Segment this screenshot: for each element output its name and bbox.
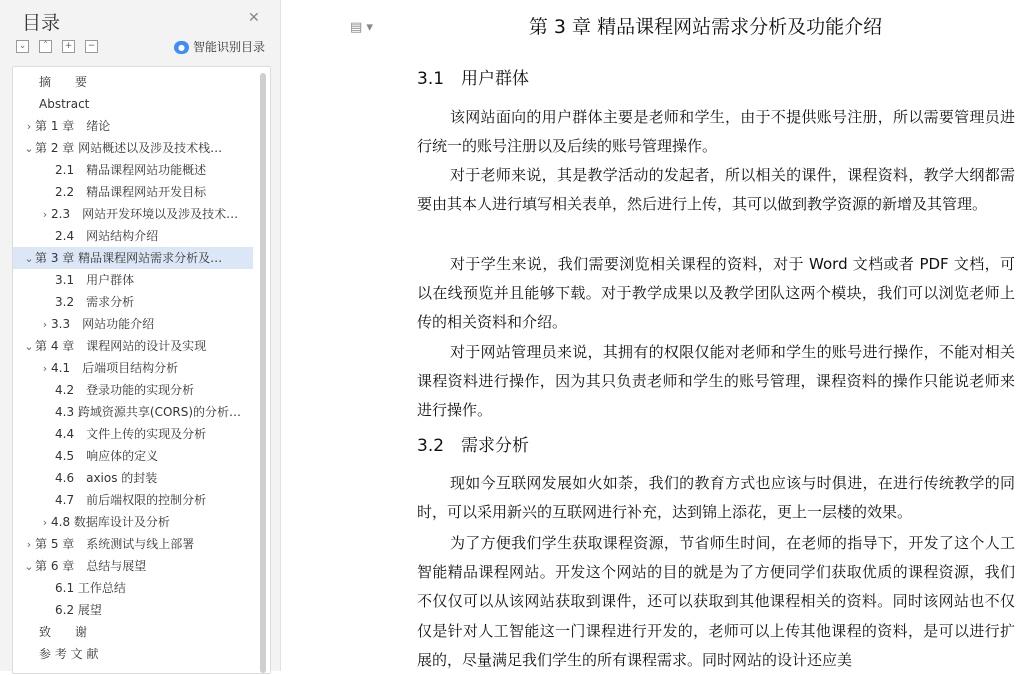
toc-item[interactable] [13,71,257,93]
section-title-3-2: 3.2 需求分析 [417,436,530,456]
toc-item-label: 2.4 网站结构介绍 [55,229,159,243]
toc-item[interactable] [13,269,257,291]
toc-item[interactable] [13,93,257,115]
toc-item[interactable] [13,137,253,159]
toc-item-label: 3.1 用户群体 [55,273,135,287]
toc-item[interactable] [13,467,257,489]
toc-item[interactable] [13,159,257,181]
chevron-right-icon[interactable]: › [42,318,48,331]
expand-all-icon[interactable]: ⌄ [16,40,29,53]
toc-item-label: 第 3 章 精品课程网站需求分析及… [35,251,223,265]
toc-scrollbar[interactable] [260,73,266,673]
toc-item-label: Abstract [39,97,90,111]
toc-item-label: 2.3 网站开发环境以及涉及技术… [51,207,239,221]
toc-item[interactable] [13,291,257,313]
paragraph: 对于学生来说，我们需要浏览相关课程的资料，对于 Word 文档或者 PDF 文档，可以在线预览并且能够下载。对于教学成果以及教学团队这两个模块，我们可以浏览老师上传的相关资料和介绍。 [417,255,1015,332]
toc-toolbar [16,40,108,54]
chevron-down-icon[interactable]: ⌄ [24,560,34,573]
toc-item[interactable] [13,643,257,665]
toc-item[interactable] [13,379,257,401]
toc-item-label: 4.3 跨域资源共享(CORS)的分析… [55,405,242,419]
toc-item-label: 3.3 网站功能介绍 [51,317,155,331]
toc-item[interactable] [13,577,257,599]
toc-item[interactable] [13,247,253,269]
toc-item-label: 第 4 章 课程网站的设计及实现 [35,339,207,353]
toc-item[interactable] [13,511,253,533]
toc-item-label: 第 6 章 总结与展望 [35,559,147,573]
remove-icon[interactable]: − [85,40,98,53]
chevron-right-icon[interactable]: › [42,208,48,221]
toc-item-label: 4.8 数据库设计及分析 [51,515,170,529]
toc-item-label: 4.6 axios 的封装 [55,471,158,485]
chevron-down-icon[interactable]: ⌄ [24,142,34,155]
sidebar-title: 目录 [22,12,61,34]
document-page [300,0,1016,671]
document-icon[interactable]: ▤ ▾ [350,20,373,35]
toc-item[interactable] [13,621,257,643]
toc-item[interactable] [13,445,257,467]
toc-item-label: 参 考 文 献 [39,647,99,661]
close-icon[interactable]: ✕ [248,10,260,26]
toc-item-label: 3.2 需求分析 [55,295,135,309]
smart-toc-button[interactable] [174,38,265,55]
toc-item-label: 4.2 登录功能的实现分析 [55,383,195,397]
paragraph: 对于网站管理员来说，其拥有的权限仅能对老师和学生的账号进行操作，不能对相关课程资料进行操作，因为其只负责老师和学生的账号管理，课程资料的操作只能说老师来进行操作。 [417,343,1015,420]
toc-item[interactable] [13,423,257,445]
toc-item-label: 2.1 精品课程网站功能概述 [55,163,207,177]
toc-item[interactable] [13,335,253,357]
toc-item[interactable] [13,533,253,555]
chevron-down-icon[interactable]: ⌄ [24,340,34,353]
toc-item-label: 致 谢 [39,625,88,639]
toc-item-label: 摘 要 [39,75,88,89]
toc-item-label: 4.7 前后端权限的控制分析 [55,493,207,507]
toc-item-label: 6.1 工作总结 [55,581,126,595]
toc-item-label: 第 5 章 系统测试与线上部署 [35,537,195,551]
toc-item[interactable] [13,489,257,511]
toc-item[interactable] [13,115,253,137]
chapter-title: 第 3 章 精品课程网站需求分析及功能介绍 [528,16,883,38]
paragraph: 该网站面向的用户群体主要是老师和学生，由于不提供账号注册，所以需要管理员进行统一的账号注册以及后续的账号管理操作。 [417,108,1015,156]
paragraph: 现如今互联网发展如火如荼，我们的教育方式也应该与时俱进，在进行传统教学的同时，可以采用新兴的互联网进行补充，达到锦上添花，更上一层楼的效果。 [417,474,1015,522]
toc-list [12,66,271,674]
paragraph: 为了方便我们学生获取课程资源，节省师生时间，在老师的指导下，开发了这个人工智能精品课程网站。开发这个网站的目的就是为了方便同学们获取优质的课程资源，我们不仅仅可以从该网站获取到课件，还可以获取到其他课程相关的资料。同时该网站也不仅仅是针对人工智能这一门课程进行开发的，老师可以上传其他课程的资料，是可以进行扩展的，尽量满足我们学生的所有课程需求。同时网站的设计还应美 [417,534,1015,669]
toc-item-label: 第 1 章 绪论 [35,119,111,133]
toc-item-label: 4.4 文件上传的实现及分析 [55,427,207,441]
toc-item[interactable] [13,599,257,621]
chevron-right-icon[interactable]: › [42,362,48,375]
add-icon[interactable]: + [62,40,75,53]
toc-item-label: 6.2 展望 [55,603,102,617]
toc-item[interactable] [13,181,257,203]
toc-item[interactable] [13,555,253,577]
smart-recognize-icon: ● [174,41,189,54]
toc-item[interactable] [13,357,253,379]
section-title-3-1: 3.1 用户群体 [417,69,530,89]
smart-toc-label: 智能识别目录 [193,40,266,54]
toc-sidebar [0,0,281,671]
toc-item[interactable] [13,225,257,247]
chevron-down-icon[interactable]: ⌄ [24,252,34,265]
toc-item[interactable] [13,203,253,225]
toc-item-label: 第 2 章 网站概述以及涉及技术栈… [35,141,223,155]
paragraph: 对于老师来说，其是教学活动的发起者，所以相关的课件，课程资料，教学大纲都需要由其本人进行填写相关表单，然后进行上传，其可以做到教学资源的新增及其管理。 [417,166,1015,214]
chevron-right-icon[interactable]: › [26,120,32,133]
toc-item[interactable] [13,313,253,335]
chevron-right-icon[interactable]: › [26,538,32,551]
chevron-right-icon[interactable]: › [42,516,48,529]
toc-item[interactable] [13,401,257,423]
toc-item-label: 4.5 响应体的定义 [55,449,159,463]
toc-item-label: 4.1 后端项目结构分析 [51,361,179,375]
toc-item-label: 2.2 精品课程网站开发目标 [55,185,207,199]
collapse-all-icon[interactable]: ˄ [39,40,52,53]
